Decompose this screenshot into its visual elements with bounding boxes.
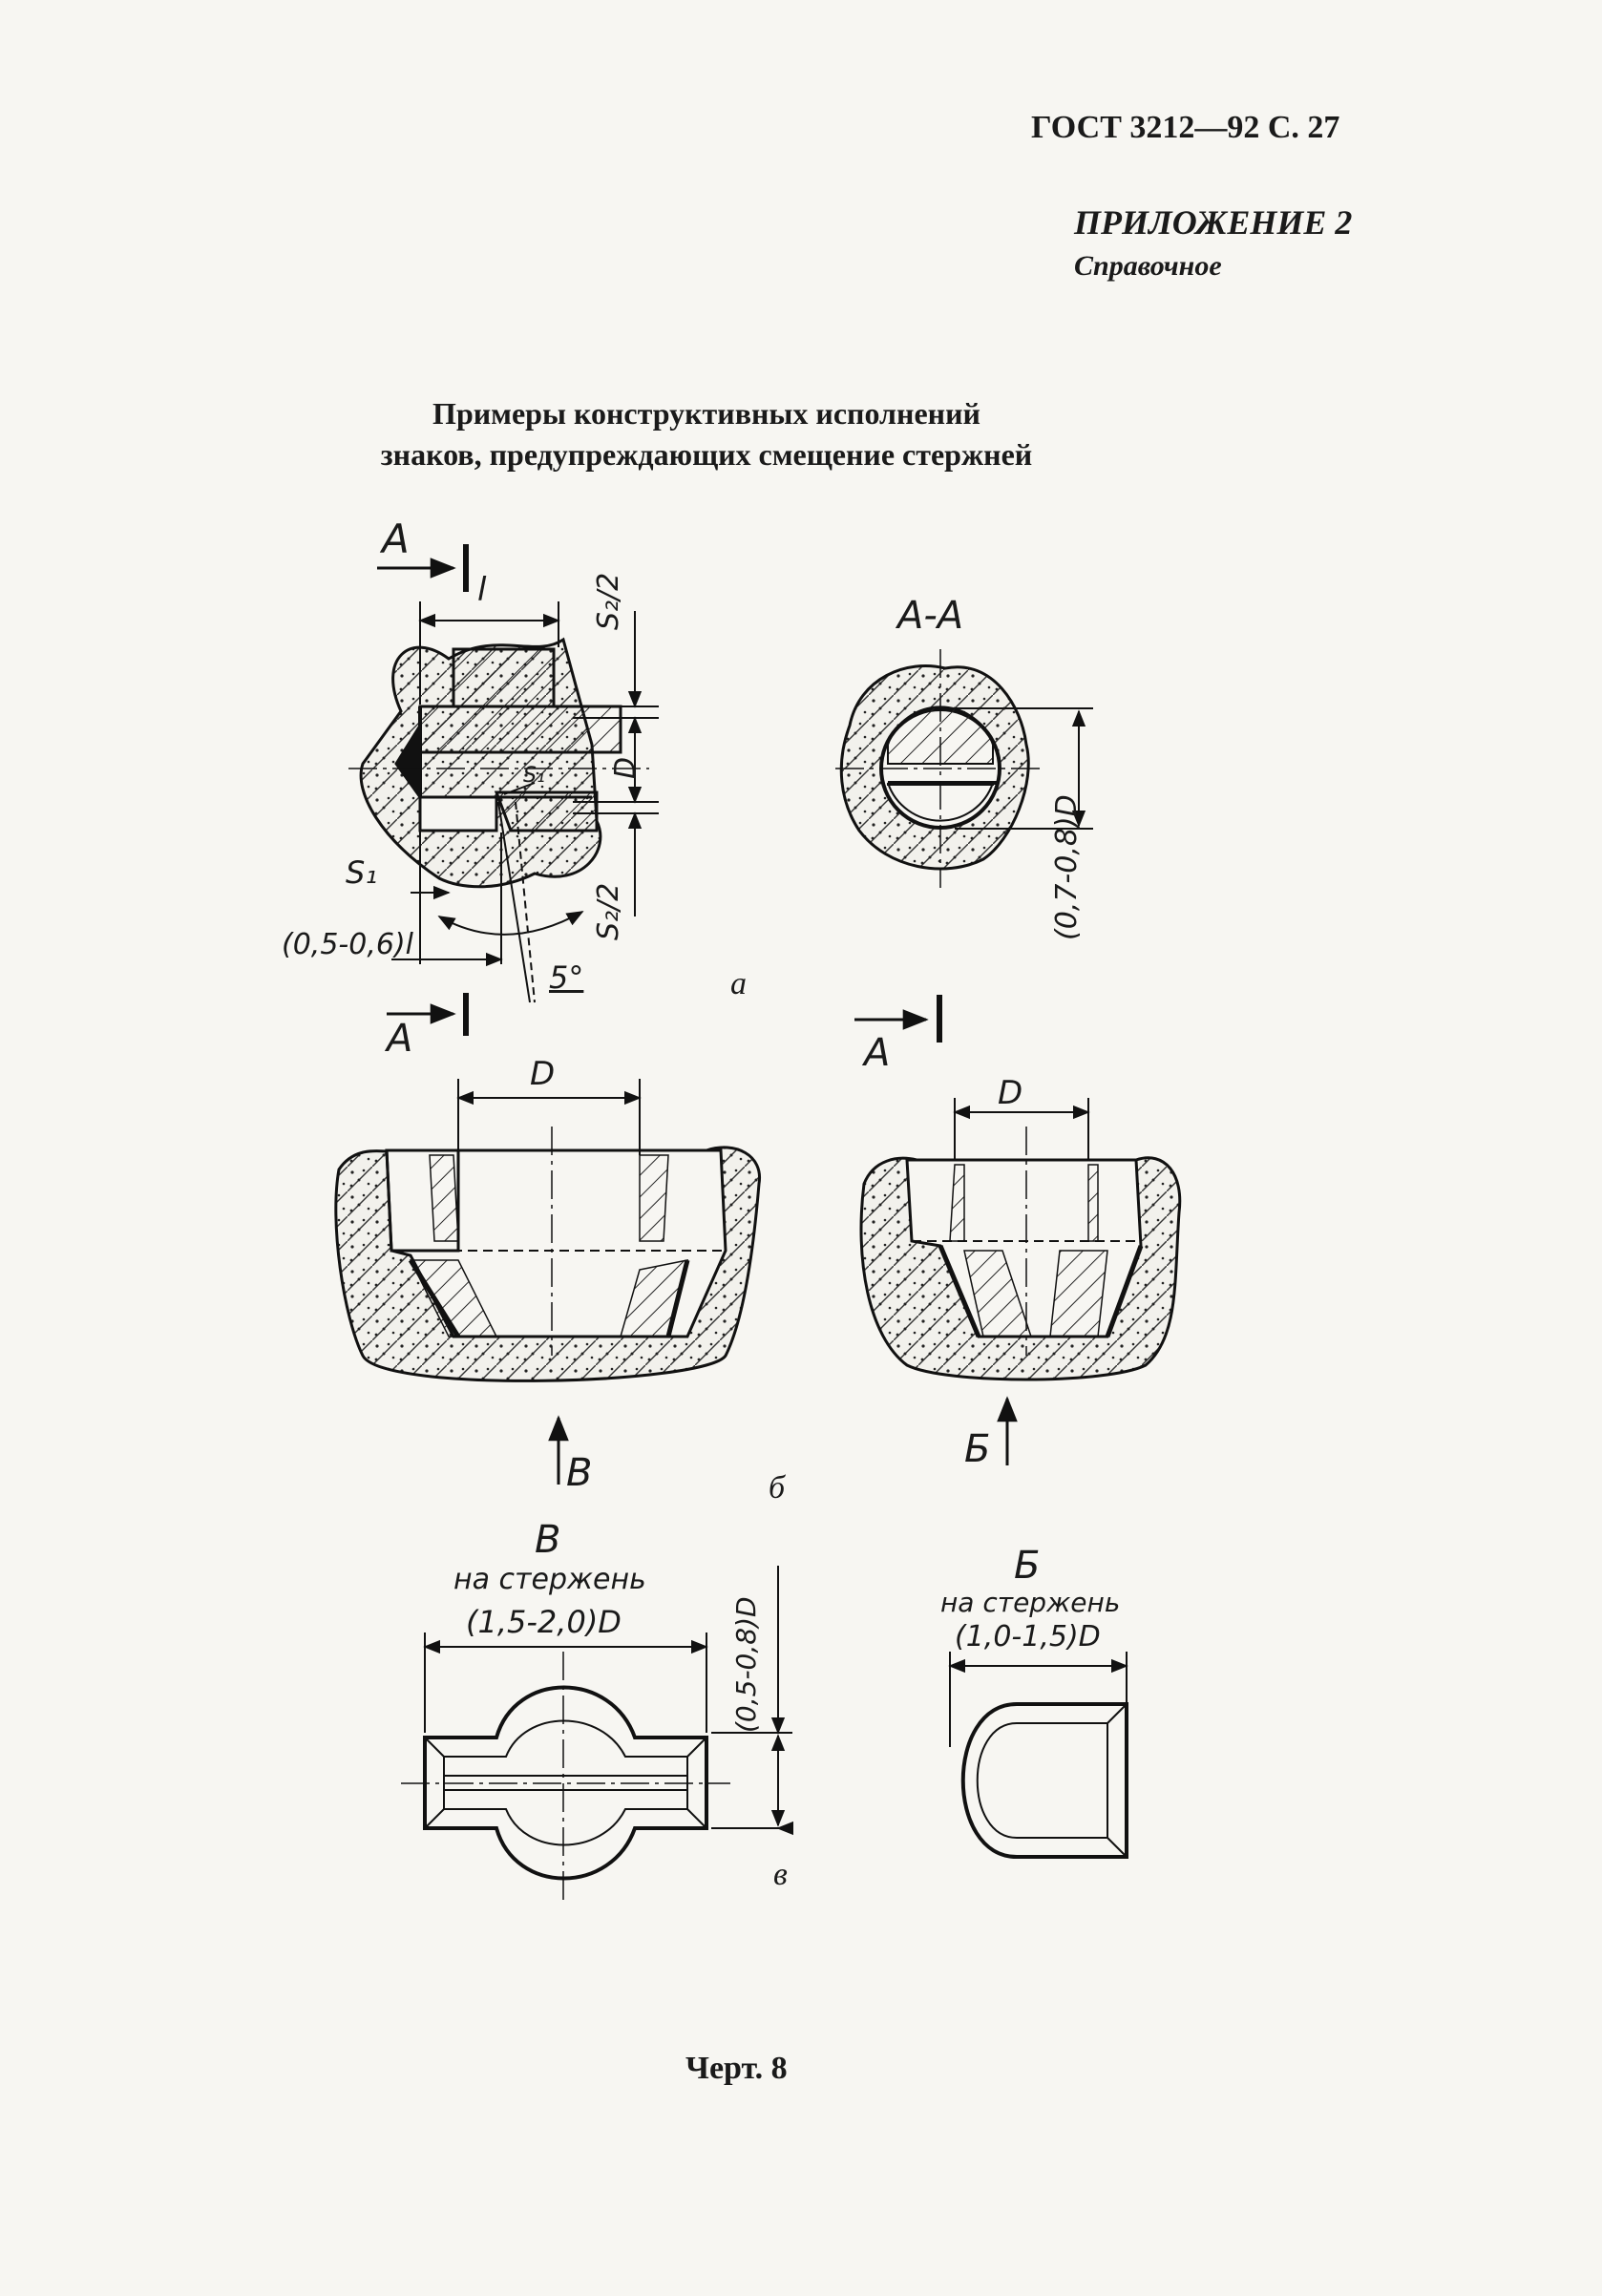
label-view-V-arrow: В [566, 1451, 593, 1495]
label-section-a-top: А [382, 516, 410, 562]
appendix-subtitle: Справочное [1074, 250, 1222, 282]
label-D-bright: D [998, 1074, 1023, 1112]
label-D-bleft: D [530, 1055, 556, 1093]
label-view-B-arrow: Б [964, 1427, 991, 1471]
label-05-06l: (0,5-0,6)l [282, 928, 413, 961]
label-section-a-right: А [864, 1031, 891, 1075]
figure-title-line2: знаков, предупреждающих смещение стержней [380, 437, 1033, 473]
label-s2-half-bottom: S₂/2 [592, 882, 625, 940]
view-b-left [336, 1148, 760, 1380]
view-a-section [361, 640, 621, 887]
label-10-15D: (1,0-1,5)D [955, 1620, 1101, 1654]
label-angle: 5° [549, 959, 584, 996]
figure-caption: Черт. 8 [685, 2051, 788, 2086]
view-aa-section [841, 666, 1028, 870]
label-section-a-bottom: А [387, 1017, 413, 1061]
label-section-aa: А-А [897, 594, 964, 638]
label-s1-outer: S₁ [346, 854, 378, 891]
view-v-right [963, 1704, 1127, 1857]
appendix-title: ПРИЛОЖЕНИЕ 2 [1074, 203, 1353, 242]
label-s2-half-top: S₂/2 [592, 572, 625, 630]
label-15-20D: (1,5-2,0)D [466, 1604, 622, 1640]
view-b-right [861, 1158, 1180, 1380]
label-07-08D: (0,7-0,8)D [1050, 794, 1084, 940]
label-variant-b: б [769, 1470, 786, 1506]
label-variant-v: в [773, 1857, 788, 1892]
label-on-rod-right: на стержень [940, 1587, 1121, 1618]
label-s1-inner: S₁ [523, 764, 545, 788]
label-view-B: Б [1014, 1544, 1041, 1588]
label-D-left: D [609, 756, 643, 779]
standard-header: ГОСТ 3212—92 С. 27 [1031, 110, 1340, 145]
label-variant-a: а [730, 966, 747, 1001]
label-on-rod-left: на стержень [453, 1563, 646, 1596]
figure-title-line1: Примеры конструктивных исполнений [432, 396, 980, 431]
label-view-V: В [535, 1518, 561, 1562]
label-dim-l: l [477, 571, 487, 609]
label-05-08D: (0,5-0,8)D [730, 1596, 762, 1733]
